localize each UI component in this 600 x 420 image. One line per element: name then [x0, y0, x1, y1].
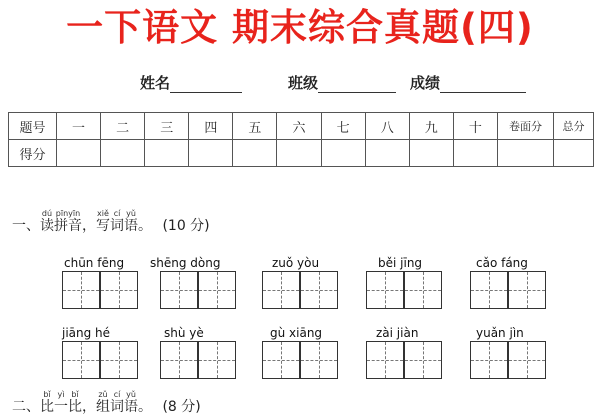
section-2-word: 语yǔ: [124, 390, 138, 415]
writing-grid-box[interactable]: [300, 341, 338, 379]
score-table: [8, 112, 594, 167]
score-header-cell: 四: [189, 113, 233, 140]
section-2-heading: [12, 390, 201, 416]
score-cell[interactable]: [365, 140, 409, 167]
score-cell[interactable]: [57, 140, 101, 167]
writing-grid-box[interactable]: [404, 271, 442, 309]
writing-grid-box[interactable]: [300, 271, 338, 309]
score-cell[interactable]: [277, 140, 321, 167]
writing-grid-box[interactable]: [100, 341, 138, 379]
writing-grid-box[interactable]: [262, 341, 300, 379]
section-1-points: (10 分): [162, 218, 210, 234]
score-label: 成绩: [410, 74, 441, 92]
writing-grid-box[interactable]: [404, 341, 442, 379]
section-1-word: 写xiě: [96, 209, 110, 234]
section-1-punct: 。: [138, 218, 152, 234]
writing-grid-box[interactable]: [198, 341, 236, 379]
score-cell[interactable]: [145, 140, 189, 167]
score-header-cell: 五: [233, 113, 277, 140]
pinyin-label: gù xiāng: [270, 326, 323, 340]
score-cell[interactable]: [498, 140, 554, 167]
score-cell[interactable]: [409, 140, 453, 167]
writing-grid-box[interactable]: [160, 271, 198, 309]
section-1-heading: [12, 209, 210, 235]
class-blank[interactable]: [318, 78, 396, 93]
score-cell[interactable]: [321, 140, 365, 167]
section-2-points: (8 分): [162, 399, 201, 415]
writing-grid-box[interactable]: [470, 341, 508, 379]
section-1-word: 词cí: [110, 209, 124, 234]
score-cell[interactable]: [101, 140, 145, 167]
score-cell[interactable]: [233, 140, 277, 167]
score-field: [410, 72, 526, 93]
score-header-cell: 十: [453, 113, 497, 140]
class-field: [288, 72, 396, 93]
section-2-word: 比bǐ: [68, 390, 82, 415]
writing-grid-box[interactable]: [366, 341, 404, 379]
writing-grid-box[interactable]: [470, 271, 508, 309]
section-2-punct: ，: [82, 399, 96, 415]
score-blank[interactable]: [440, 78, 526, 93]
score-header-cell: 总分: [554, 113, 594, 140]
score-header-cell: 一: [57, 113, 101, 140]
pinyin-label: cǎo fáng: [476, 256, 528, 270]
writing-grid-box[interactable]: [508, 271, 546, 309]
pinyin-label: zài jiàn: [376, 326, 419, 340]
name-field: [140, 72, 242, 93]
score-header-cell: 七: [321, 113, 365, 140]
score-cell[interactable]: [189, 140, 233, 167]
writing-grid-box[interactable]: [160, 341, 198, 379]
name-label: 姓名: [140, 74, 171, 92]
pinyin-label: zuǒ yòu: [272, 256, 320, 270]
writing-grid-box[interactable]: [62, 271, 100, 309]
writing-grid-box[interactable]: [366, 271, 404, 309]
score-header-cell: 三: [145, 113, 189, 140]
score-cell[interactable]: [453, 140, 497, 167]
section-2-word: 比bǐ: [40, 390, 54, 415]
score-table-header-row: [9, 113, 594, 140]
page-title: 一下语文 期末综合真题(四): [66, 6, 534, 49]
section-1-word: 语yǔ: [124, 209, 138, 234]
pinyin-label: yuǎn jìn: [476, 326, 524, 340]
score-header-cell: 二: [101, 113, 145, 140]
score-header-cell: 八: [365, 113, 409, 140]
section-2-word: 组zǔ: [96, 390, 110, 415]
section-1-word: 拼音pīnyīn: [54, 209, 82, 234]
section-2-prefix: 二、: [12, 399, 40, 415]
section-1-prefix: 一、: [12, 218, 40, 234]
section-2-word: 一yì: [54, 390, 68, 415]
pinyin-label: jiāng hé: [62, 326, 111, 340]
score-header-cell: 六: [277, 113, 321, 140]
pinyin-label: běi jīng: [378, 256, 423, 270]
pinyin-label: shēng dòng: [150, 256, 221, 270]
pinyin-label: chūn fēng: [64, 256, 125, 270]
section-2-punct: 。: [138, 399, 152, 415]
writing-grid-box[interactable]: [62, 341, 100, 379]
class-label: 班级: [288, 74, 319, 92]
writing-grid-box[interactable]: [198, 271, 236, 309]
score-row-label: 得分: [9, 140, 57, 167]
score-cell[interactable]: [554, 140, 594, 167]
score-header-cell: 题号: [9, 113, 57, 140]
writing-grid-box[interactable]: [508, 341, 546, 379]
writing-grid-box[interactable]: [262, 271, 300, 309]
section-1-punct: ，: [82, 218, 96, 234]
section-2-word: 词cí: [110, 390, 124, 415]
score-header-cell: 卷面分: [498, 113, 554, 140]
student-info: [140, 72, 570, 92]
writing-grid-box[interactable]: [100, 271, 138, 309]
section-1-word: 读dú: [40, 209, 54, 234]
score-table-score-row: [9, 140, 594, 167]
pinyin-label: shù yè: [164, 326, 204, 340]
name-blank[interactable]: [170, 78, 242, 93]
score-header-cell: 九: [409, 113, 453, 140]
